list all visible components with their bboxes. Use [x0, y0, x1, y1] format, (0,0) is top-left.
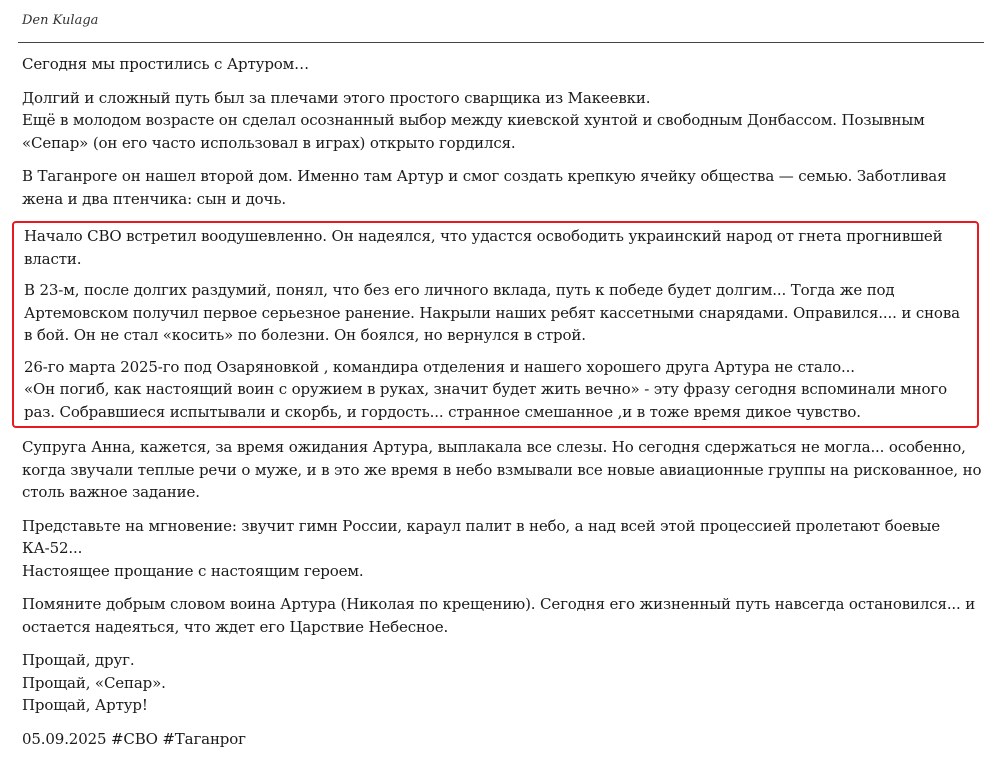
paragraph-wife	[22, 436, 984, 504]
paragraph-wound	[24, 279, 967, 347]
date-and-hashtags: 05.09.2025 #СВО #Таганрог	[22, 729, 246, 748]
text-line: Сегодня мы простились с Артуром…	[22, 55, 310, 73]
paragraph-remembrance	[22, 593, 984, 638]
paragraph-death	[24, 356, 967, 424]
text-line: Ещё в молодом возрасте он сделал осознанный выбор между киевской хунтой и свободным Донбассом. Позывным «Сепар» (он его часто использовал в играх) открыто гордился.	[22, 111, 925, 152]
text-line: В Таганроге он нашел второй дом. Именно там Артур и смог создать крепкую ячейку общества — семью. Заботливая жена и два птенчика: сын и дочь.	[22, 167, 947, 208]
text-line: Начало СВО встретил воодушевленно. Он надеялся, что удастся освободить украинский народ от гнета прогнившей власти.	[24, 227, 943, 268]
highlighted-section	[12, 221, 979, 428]
text-line: Прощай, друг.	[22, 651, 135, 669]
text-line: Помяните добрым словом воина Артура (Николая по крещению). Сегодня его жизненный путь навсегда остановился... и остается надеяться, что ждет его Царствие Небесное.	[22, 595, 976, 636]
paragraph-svo-start	[24, 225, 967, 270]
text-line: Настоящее прощание с настоящим героем.	[22, 561, 364, 580]
text-line: Прощай, «Сепар».	[22, 673, 166, 692]
text-line: Представьте на мгновение: звучит гимн России, караул палит в небо, а над всей этой процессией пролетают боевые КА-52...	[22, 516, 940, 557]
author-name: Den Kulaga	[22, 13, 99, 28]
text-line: Супруга Анна, кажется, за время ожидания Артура, выплакала все слезы. Но сегодня сдержаться не могла... особенно, когда звучали теплые речи о муже, и в это же время в небо взмывали все новые авиационные группы на рискованное, но столь важное задание.	[22, 438, 982, 501]
paragraph-background	[22, 87, 984, 155]
text-line: В 23-м, после долгих раздумий, понял, что без его личного вклада, путь к победе будет долгим... Тогда же под Артемовском получил первое серьезное ранение. Накрыли наших ребят кассетными снарядами. Оправился.... и снова в бой. Он не стал «косить» по болезни. Он боялся, но вернулся в строй.	[24, 281, 960, 344]
text-line: «Он погиб, как настоящий воин с оружием в руках, значит будет жить вечно» - эту фразу сегодня вспоминали много раз. Собравшиеся испытывали и скорбь, и гордость... странное смешанное ,и в тоже время дикое чувство.	[24, 380, 947, 421]
paragraph-family	[22, 165, 984, 210]
text-line: Долгий и сложный путь был за плечами этого простого сварщика из Макеевки.	[22, 88, 651, 107]
text-line: 26-го марта 2025-го под Озаряновкой , командира отделения и нашего хорошего друга Артура не стало...	[24, 357, 855, 376]
post-body	[22, 53, 984, 761]
paragraph-ceremony	[22, 515, 984, 583]
text-line: Прощай, Артур!	[22, 696, 148, 714]
paragraph-goodbye	[22, 649, 984, 717]
post-footer-date-tags	[22, 728, 984, 751]
header-divider	[18, 42, 984, 43]
paragraph-farewell-intro	[22, 53, 984, 76]
